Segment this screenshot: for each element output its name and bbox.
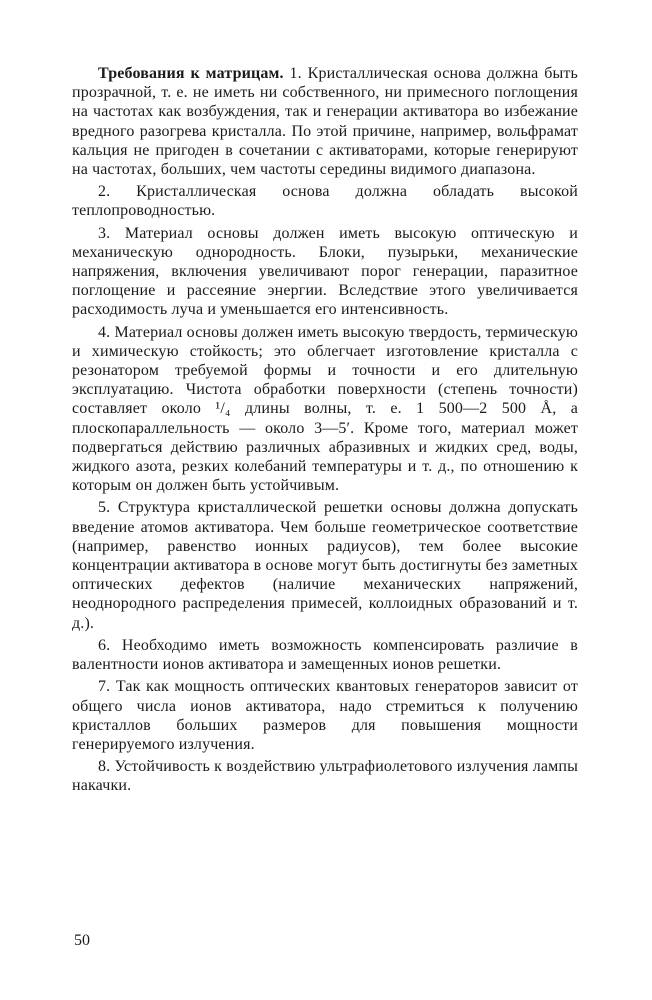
paragraph-6: 6. Необходимо иметь возможность компенсировать различие в валентности ионов активатора и замещенных ионов решетки. xyxy=(72,636,578,674)
paragraph-7: 7. Так как мощность оптических квантовых генераторов зависит от общего числа ионов активатора, надо стремиться к получению кристаллов больших размеров для повышения мощности генерируемого излучения. xyxy=(72,678,578,753)
paragraph-3: 3. Материал основы должен иметь высокую оптическую и механическую однородность. Блоки, пузырьки, механические напряжения, включения увеличивают порог генерации, паразитное поглощение и рассеяние энергии. Вследствие этого увеличивается расходимость луча и уменьшается его интенсивность. xyxy=(72,224,578,319)
paragraph-4: 4. Материал основы должен иметь высокую твердость, термическую и химическую стойкость; это облегчает изготовление кристалла с резонатором требуемой формы и точности и его длительную эксплуатацию. Чистота обработки поверхности (степень точности) составляет около ¹/₄ длины волны, т. е. 1 500—2 500 Å, а плоскопараллельность — около 3—5′. Кроме того, материал может подвергаться действию различных абразивных и жидких сред, воды, жидкого азота, резких колебаний температуры и т. д., по отношению к которым он должен быть устойчивым. xyxy=(72,323,578,495)
paragraph-1 xyxy=(72,64,578,179)
paragraph-2: 2. Кристаллическая основа должна обладать высокой теплопроводностью. xyxy=(72,183,578,220)
page-number: 50 xyxy=(74,932,90,949)
page-body xyxy=(72,64,578,799)
paragraph-5: 5. Структура кристаллической решетки основы должна допускать введение атомов активатора. Чем больше геометрическое соответствие (например, равенство ионных радиусов), тем более высокие концентрации активатора в основе могут быть достигнуты без заметных оптических дефектов (наличие механических напряжений, неоднородного распределения примесей, коллоидных образований и т. д.). xyxy=(72,499,578,632)
section-heading: Требования к матрицам. xyxy=(98,65,284,82)
paragraph-8: 8. Устойчивость к воздействию ультрафиолетового излучения лампы накачки. xyxy=(72,758,578,795)
paragraph-1-text: 1. Кристаллическая основа должна быть прозрачной, т. е. не иметь ни собственного, ни примесного поглощения на частотах как возбуждения, так и генерации активатора во избежание вредного разогрева кристалла. По этой причине, например, вольфрамат кальция не пригоден в сочетании с активаторами, которые генерируют на частотах, больших, чем частоты середины видимого диапазона. xyxy=(72,65,578,179)
